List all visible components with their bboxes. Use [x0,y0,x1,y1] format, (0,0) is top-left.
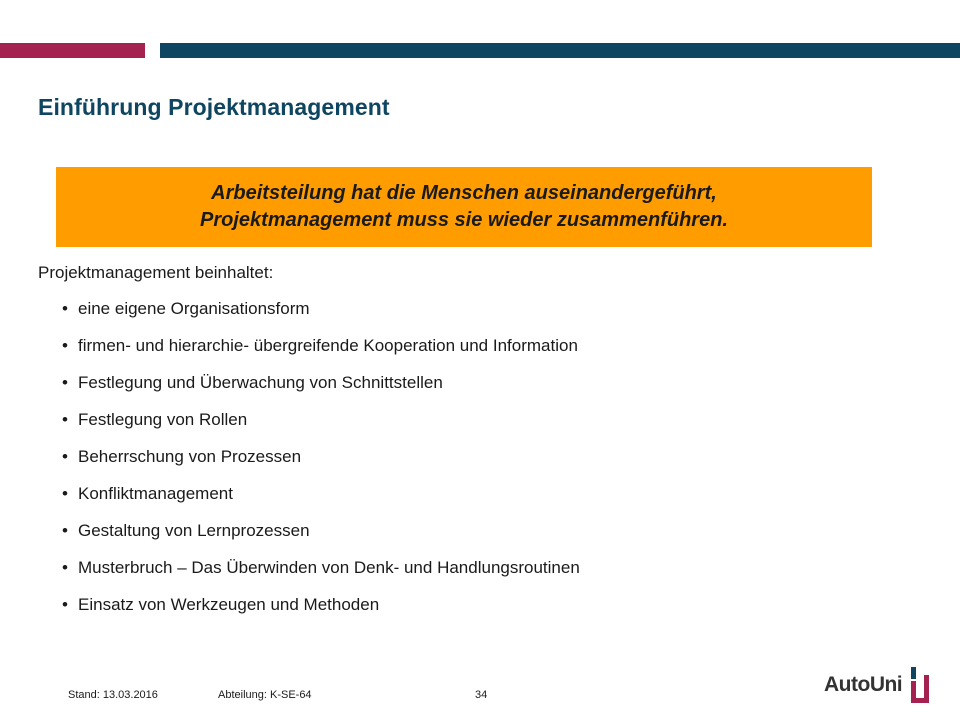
list-item-text: Festlegung von Rollen [78,410,248,429]
quote-callout [56,167,872,247]
bullet-icon: • [62,299,68,318]
callout-line-2: Projektmanagement muss sie wieder zusammenführen. [200,209,728,231]
header-accent-bar-red [0,43,145,58]
slide-title: Einführung Projektmanagement [38,94,390,120]
list-item-text: Konfliktmanagement [78,484,233,503]
footer-date: Stand: 13.03.2016 [68,689,158,701]
list-item [62,368,580,405]
list-item [62,590,580,627]
bullet-icon: • [62,484,68,503]
list-item-text: eine eigene Organisationsform [78,299,310,318]
bullet-icon: • [62,447,68,466]
bullet-icon: • [62,410,68,429]
page-number: 34 [475,689,488,701]
callout-line-1: Arbeitsteilung hat die Menschen auseinandergeführt, [211,182,717,204]
list-item [62,294,580,331]
bullet-icon: • [62,595,68,614]
list-item [62,331,580,368]
list-item-text: Musterbruch – Das Überwinden von Denk- und Handlungsroutinen [78,558,580,577]
list-item [62,405,580,442]
list-item-text: firmen- und hierarchie- übergreifende Kooperation und Information [78,336,578,355]
autouni-logo [824,666,929,704]
bullet-icon: • [62,336,68,355]
list-item [62,553,580,590]
list-item-text: Beherrschung von Prozessen [78,447,302,466]
bullet-icon: • [62,521,68,540]
list-item [62,479,580,516]
logo-text: AutoUni [824,673,903,696]
autouni-logo-icon [911,667,929,703]
bullet-list [62,294,580,627]
list-item [62,516,580,553]
list-item [62,442,580,479]
intro-text: Projektmanagement beinhaltet: [38,263,274,282]
list-item-text: Gestaltung von Lernprozessen [78,521,310,540]
bullet-icon: • [62,373,68,392]
footer-department: Abteilung: K-SE-64 [218,689,312,701]
list-item-text: Festlegung und Überwachung von Schnittstellen [78,373,443,392]
bullet-icon: • [62,558,68,577]
header-accent-bar-navy [160,43,960,58]
list-item-text: Einsatz von Werkzeugen und Methoden [78,595,380,614]
